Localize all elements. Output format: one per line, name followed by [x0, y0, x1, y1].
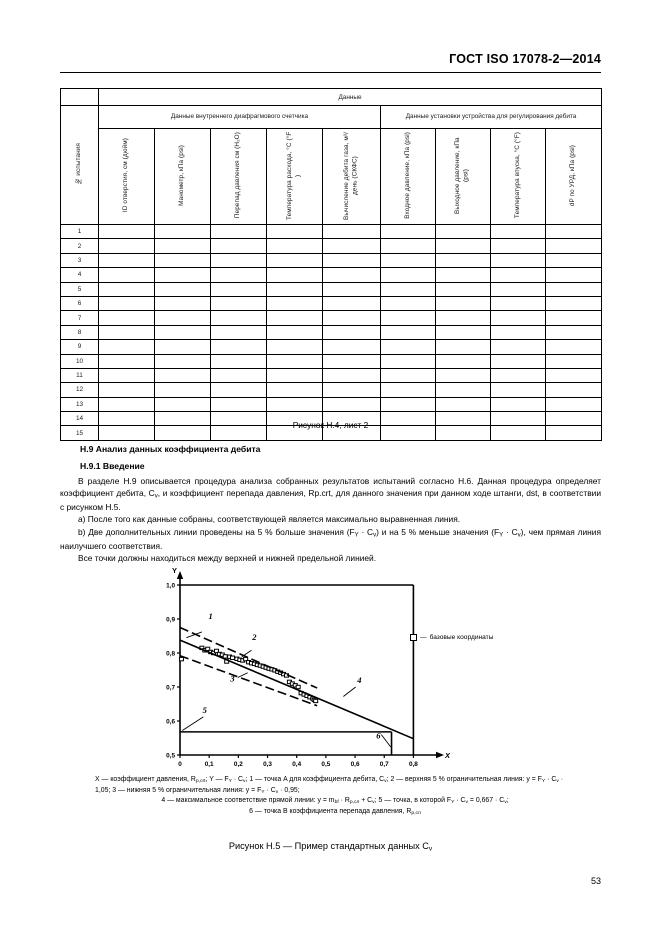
annotation-leader — [381, 735, 390, 747]
table-cell[interactable] — [436, 368, 491, 382]
table-cell[interactable] — [381, 239, 436, 253]
table-cell[interactable] — [267, 354, 323, 368]
chart-annotation-3: 3 — [230, 673, 235, 684]
table-cell[interactable] — [381, 325, 436, 339]
table-cell[interactable] — [381, 354, 436, 368]
table-cell[interactable] — [491, 239, 546, 253]
data-point-marker — [314, 699, 318, 702]
table-cell[interactable] — [436, 239, 491, 253]
table-cell[interactable] — [211, 325, 267, 339]
table-cell[interactable] — [99, 397, 155, 411]
x-tick-label: 0,8 — [408, 761, 418, 768]
table-cell[interactable] — [546, 397, 602, 411]
table-cell[interactable] — [267, 225, 323, 239]
y-tick-label: 1,0 — [166, 582, 175, 590]
item-b-5: ), чем прямая линия наилучшего соответствия. — [60, 527, 601, 552]
item-b-subv: v — [373, 532, 377, 539]
table-cell[interactable] — [546, 311, 602, 325]
x-axis-arrow — [436, 752, 444, 758]
x-tick-label: 0,6 — [350, 761, 360, 768]
table-cell[interactable] — [323, 282, 381, 296]
chart-figure-h5 — [150, 566, 451, 790]
para-intro-sub: v — [154, 493, 158, 500]
table-row — [61, 354, 602, 368]
table-cell[interactable] — [211, 282, 267, 296]
table-row — [61, 129, 602, 225]
figure-h5-key — [95, 775, 575, 817]
row-index-cell: 12 — [61, 383, 99, 397]
table-cell[interactable] — [323, 340, 381, 354]
chart-line — [180, 640, 413, 739]
heading-h91: Н.9.1 Введение — [80, 461, 145, 471]
col-header-label: Манометр, кПа (psi) — [178, 145, 186, 206]
cv-scatter-chart — [150, 566, 451, 790]
key-item2: ; 2 — верхняя 5 % ограничительная линия: y = F — [386, 776, 542, 783]
item-b-subv2: v — [517, 532, 521, 539]
table-cell[interactable] — [155, 268, 211, 282]
table-cell[interactable] — [436, 311, 491, 325]
table-body — [61, 225, 602, 441]
col-index-header — [61, 106, 99, 225]
annotation-leader — [242, 650, 252, 656]
table-cell[interactable] — [211, 253, 267, 267]
table-cell[interactable] — [155, 311, 211, 325]
table-cell[interactable] — [211, 383, 267, 397]
group-header-right: Данные установки устройства для регулирования дебита — [381, 106, 602, 129]
key-sub-Y4: Y — [451, 800, 455, 806]
table-cell[interactable] — [267, 383, 323, 397]
x-tick-label: 0,1 — [204, 761, 214, 768]
table-cell[interactable] — [155, 383, 211, 397]
data-point-marker — [223, 655, 227, 658]
key-item5c: = 0,667 · C — [468, 797, 505, 805]
row-index-cell: 5 — [61, 282, 99, 296]
table-cell[interactable] — [546, 383, 602, 397]
row-index-cell: 2 — [61, 239, 99, 253]
list-item-a — [60, 513, 601, 525]
col-index-label: № испытания — [75, 143, 83, 185]
key-y-label: ; Y — F — [205, 776, 229, 783]
table-cell[interactable] — [546, 282, 602, 296]
table-cell[interactable] — [155, 340, 211, 354]
row-index-cell: 6 — [61, 296, 99, 310]
table-cell[interactable] — [155, 239, 211, 253]
table-cell[interactable] — [436, 253, 491, 267]
row-index-cell: 14 — [61, 412, 99, 426]
key-item4: 4 — максимальное соответствие прямой линии: y = m — [161, 797, 335, 805]
chart-line — [180, 628, 317, 689]
table-cell[interactable] — [99, 282, 155, 296]
row-index-cell: 9 — [61, 340, 99, 354]
table-cell[interactable] — [211, 225, 267, 239]
table-cell[interactable] — [323, 239, 381, 253]
table-cell[interactable] — [323, 383, 381, 397]
col-header-3 — [267, 129, 323, 225]
header-divider — [60, 72, 601, 73]
page-number: 53 — [590, 876, 601, 886]
table-cell[interactable] — [155, 253, 211, 267]
table-cell[interactable] — [99, 268, 155, 282]
key-sub-v5: v — [372, 800, 375, 806]
table-row — [61, 89, 602, 106]
key-item3b: · C — [264, 786, 276, 794]
item-b-subY: Y — [354, 532, 359, 539]
key-x-label: X — коэффициент давления, R — [95, 776, 196, 783]
table-cell[interactable] — [436, 296, 491, 310]
table-cell[interactable] — [211, 311, 267, 325]
figure-h5-caption-text: Рисунок Н.5 — Пример стандартных данных C — [228, 841, 429, 851]
table-cell[interactable] — [267, 311, 323, 325]
annotation-leader — [343, 687, 355, 697]
table-cell[interactable] — [267, 282, 323, 296]
table-cell[interactable] — [99, 340, 155, 354]
item-b-2: · C — [358, 527, 374, 537]
table-cell[interactable] — [323, 253, 381, 267]
key-line-1 — [95, 775, 575, 796]
table-cell[interactable] — [267, 239, 323, 253]
table-cell[interactable] — [323, 368, 381, 382]
data-table-container — [60, 88, 601, 441]
row-index-cell: 15 — [61, 426, 99, 440]
table-cell[interactable] — [546, 340, 602, 354]
table-cell[interactable] — [323, 268, 381, 282]
table-row — [61, 225, 602, 239]
key-item1: ; 1 — точка A для коэффициента дебита, C — [245, 776, 385, 783]
y-tick-label: 0,5 — [166, 752, 175, 760]
paragraph-last — [60, 552, 601, 564]
table-cell[interactable] — [323, 311, 381, 325]
row-index-cell: 13 — [61, 397, 99, 411]
table-cell[interactable] — [546, 253, 602, 267]
table-cell[interactable] — [381, 340, 436, 354]
paragraph-intro — [60, 475, 601, 513]
x-tick-label: 0 — [178, 761, 182, 768]
table-cell[interactable] — [491, 354, 546, 368]
table-cell[interactable] — [436, 325, 491, 339]
table-cell[interactable] — [99, 325, 155, 339]
table-cell[interactable] — [381, 253, 436, 267]
table-cell[interactable] — [99, 296, 155, 310]
col-header-0 — [99, 129, 155, 225]
table-cell[interactable] — [381, 268, 436, 282]
table-row — [61, 325, 602, 339]
test-data-table — [60, 88, 602, 441]
key-item3: · 1,05; 3 — нижняя 5 % ограничительная линия: y = F — [95, 776, 564, 794]
key-item4b: · R — [338, 797, 350, 805]
list-item-b — [60, 526, 601, 552]
x-axis-title: X — [445, 751, 451, 760]
table-cell[interactable] — [491, 268, 546, 282]
table-row — [61, 268, 602, 282]
key-item5d: ; — [506, 797, 509, 805]
chart-annotation-6: 6 — [376, 730, 381, 741]
table-cell[interactable] — [155, 368, 211, 382]
y-tick-label: 0,6 — [166, 718, 175, 726]
table-row — [61, 239, 602, 253]
row-index-cell: 4 — [61, 268, 99, 282]
table-cell[interactable] — [436, 282, 491, 296]
key-item2b: · C — [545, 776, 557, 783]
chart-annotation-2: 2 — [252, 632, 257, 643]
row-index-cell: 3 — [61, 253, 99, 267]
key-item6: 6 — точка B коэффициента перепада давления, R — [249, 807, 412, 815]
x-tick-label: 0,2 — [233, 761, 243, 768]
key-sub-v2: v — [384, 779, 387, 785]
table-cell[interactable] — [381, 397, 436, 411]
col-header-6 — [436, 129, 491, 225]
table-cell[interactable] — [546, 225, 602, 239]
col-header-label: dP по УРД, кПа (psi) — [569, 144, 577, 207]
annotation-leader — [238, 673, 248, 678]
table-cell[interactable] — [211, 296, 267, 310]
group-header-left: Данные внутреннего диафрагмового счетчика — [99, 106, 381, 129]
data-point-marker — [231, 656, 235, 659]
table-cell[interactable] — [267, 397, 323, 411]
table-cell[interactable] — [99, 253, 155, 267]
table-cell[interactable] — [436, 354, 491, 368]
table-cell[interactable] — [436, 225, 491, 239]
table-cell[interactable] — [211, 354, 267, 368]
table-cell[interactable] — [491, 253, 546, 267]
table-row — [61, 368, 602, 382]
key-sub-v7: v — [504, 800, 507, 806]
table-cell[interactable] — [381, 296, 436, 310]
table-row — [61, 340, 602, 354]
table-cell[interactable] — [211, 368, 267, 382]
heading-h9: Н.9 Анализ данных коэффициента дебита — [80, 444, 261, 454]
col-header-label: Температура впуска, °C (°F) — [513, 132, 521, 219]
row-index-cell: 10 — [61, 354, 99, 368]
row-index-cell: 11 — [61, 368, 99, 382]
table-cell[interactable] — [267, 325, 323, 339]
legend-dash: — — [420, 634, 427, 641]
key-sub-pcl: p,сл — [349, 800, 360, 806]
table-cell[interactable] — [267, 253, 323, 267]
col-header-4 — [323, 129, 381, 225]
col-header-label: ID отверстия, см (дюйм) — [122, 138, 130, 213]
x-tick-label: 0,7 — [379, 761, 389, 768]
chart-annotation-1: 1 — [208, 611, 213, 621]
y-axis-arrow — [177, 571, 183, 579]
table-row — [61, 397, 602, 411]
table-cell[interactable] — [323, 296, 381, 310]
table-cell[interactable] — [99, 368, 155, 382]
col-header-8 — [546, 129, 602, 225]
y-tick-label: 0,9 — [166, 616, 175, 624]
key-item5b: · C — [454, 797, 466, 805]
table-cell[interactable] — [99, 383, 155, 397]
figure-h5-caption-sub: v — [428, 845, 433, 853]
para-intro-b: , и коэффициент перепада давления, Rp.crt, для данного значения при данном ходе штанги, dst, в соответствии с рисунком Н.5. — [60, 488, 601, 513]
table-row — [61, 253, 602, 267]
table-cell[interactable] — [491, 225, 546, 239]
para-intro-a: В разделе Н.9 описывается процедура анализа собранных результатов испытаний согласно Н.6. Данная процедура определяет коэффициент дебита, C — [60, 476, 601, 499]
table-cell[interactable] — [491, 340, 546, 354]
table-cell[interactable] — [381, 311, 436, 325]
table-cell[interactable] — [99, 239, 155, 253]
table-cell[interactable] — [546, 354, 602, 368]
y-axis-title: Y — [171, 566, 177, 575]
list-item-a-label: a) После того как данные собраны, соответствующей является максимально выравненная линия. — [78, 514, 461, 524]
table-cell[interactable] — [546, 368, 602, 382]
table-cell[interactable] — [211, 397, 267, 411]
table-cell[interactable] — [436, 383, 491, 397]
table-cell[interactable] — [323, 325, 381, 339]
chart-legend — [410, 634, 493, 641]
key-sub-v: v — [243, 779, 246, 785]
data-point-marker — [179, 657, 183, 660]
table-cell[interactable] — [546, 268, 602, 282]
x-tick-label: 0,3 — [263, 761, 272, 768]
table-cell[interactable] — [155, 225, 211, 239]
key-sub-v6: v — [465, 800, 468, 806]
table-cell[interactable] — [323, 397, 381, 411]
table-cell[interactable] — [436, 268, 491, 282]
table-cell[interactable] — [491, 311, 546, 325]
row-index-cell: 7 — [61, 311, 99, 325]
table-cell[interactable] — [546, 296, 602, 310]
key-dot-cv: · C — [231, 776, 244, 783]
col-header-label: Входное давление, кПа (psi) — [403, 132, 411, 219]
table-cell[interactable] — [546, 239, 602, 253]
item-b-1: b) Две дополнительных линии проведены на 5 % больше значения (F — [78, 527, 355, 537]
item-b-subY2: Y — [499, 532, 504, 539]
key-item4c: + C — [359, 797, 373, 805]
chart-annotation-4: 4 — [357, 674, 362, 685]
figure-h5-caption — [60, 841, 601, 852]
key-item5: ; 5 — точка, в которой F — [374, 797, 452, 805]
table-cell[interactable] — [155, 325, 211, 339]
table-cell[interactable] — [267, 368, 323, 382]
x-tick-label: 0,4 — [292, 761, 302, 768]
legend-label: базовые координаты — [429, 634, 494, 641]
table-cell[interactable] — [381, 383, 436, 397]
page-title: ГОСТ ISO 17078-2—2014 — [449, 52, 601, 66]
col-header-7 — [491, 129, 546, 225]
table-row — [61, 311, 602, 325]
table-cell[interactable] — [381, 368, 436, 382]
x-tick-label: 0,5 — [321, 761, 331, 768]
table-cell[interactable] — [491, 397, 546, 411]
table-cell[interactable] — [99, 225, 155, 239]
item-b-4: · C — [503, 527, 518, 537]
table-row — [61, 383, 602, 397]
key-sub-v3: v — [556, 779, 559, 785]
table-cell[interactable] — [99, 311, 155, 325]
table-cell[interactable] — [491, 368, 546, 382]
table-cell[interactable] — [323, 225, 381, 239]
col-header-label: Выходное давление, кПа (psi) — [454, 137, 470, 214]
table-cell[interactable] — [491, 282, 546, 296]
key-sub-Y2: Y — [541, 779, 546, 785]
col-header-label: Вычисление дебита газа, м³/день (СКФС) — [342, 131, 359, 220]
key-sub-pcrt: p,crt — [195, 779, 206, 785]
table-cell[interactable] — [436, 397, 491, 411]
table-cell[interactable] — [267, 340, 323, 354]
col-header-2 — [211, 129, 267, 225]
key-sub-pcl2: p,сл — [411, 810, 421, 816]
key-sub-Y: Y — [228, 779, 232, 785]
table-cell[interactable] — [155, 354, 211, 368]
table-cell[interactable] — [155, 296, 211, 310]
table-row — [61, 296, 602, 310]
col-header-5 — [381, 129, 436, 225]
table-cell[interactable] — [436, 340, 491, 354]
y-tick-label: 0,8 — [166, 650, 175, 658]
key-sub-Y3: Y — [261, 789, 265, 795]
key-line-2 — [95, 796, 575, 807]
col-header-label: Температура расхода, °C (°F ) — [285, 131, 302, 220]
table-cell[interactable] — [381, 225, 436, 239]
col-header-label: Перепад давления см (H₂O) — [234, 132, 242, 219]
table-band-data: Данные — [99, 89, 602, 106]
figure-h4-caption: Рисунок Н.4, лист 2 — [292, 420, 369, 430]
open-square-icon — [410, 634, 417, 641]
row-index-cell: 8 — [61, 325, 99, 339]
y-tick-label: 0,7 — [166, 684, 175, 692]
chart-annotation-5: 5 — [202, 705, 207, 716]
table-cell[interactable] — [211, 239, 267, 253]
annotation-leader — [182, 717, 203, 731]
data-point-marker — [296, 685, 300, 688]
table-cell[interactable] — [211, 340, 267, 354]
table-cell[interactable] — [99, 354, 155, 368]
row-index-cell: 1 — [61, 225, 99, 239]
key-sub-bf: bf — [334, 800, 339, 806]
table-cell[interactable] — [267, 296, 323, 310]
table-cell[interactable] — [155, 397, 211, 411]
col-header-1 — [155, 129, 211, 225]
table-cell[interactable] — [155, 282, 211, 296]
key-sub-v4: v — [275, 789, 279, 795]
table-row — [61, 282, 602, 296]
item-b-3: ) и на 5 % меньше значения (F — [376, 527, 500, 537]
table-cell[interactable] — [267, 268, 323, 282]
table-row — [61, 106, 602, 129]
key-item3c: · 0,95; — [278, 786, 300, 794]
paragraph-last-label: Все точки должны находиться между верхней и нижней предельной линией. — [78, 553, 377, 563]
table-cell[interactable] — [491, 383, 546, 397]
table-cell[interactable] — [546, 325, 602, 339]
table-cell[interactable] — [491, 325, 546, 339]
table-cell[interactable] — [211, 268, 267, 282]
table-cell[interactable] — [323, 354, 381, 368]
table-cell[interactable] — [381, 282, 436, 296]
table-cell[interactable] — [491, 296, 546, 310]
key-line-3 — [95, 807, 575, 818]
